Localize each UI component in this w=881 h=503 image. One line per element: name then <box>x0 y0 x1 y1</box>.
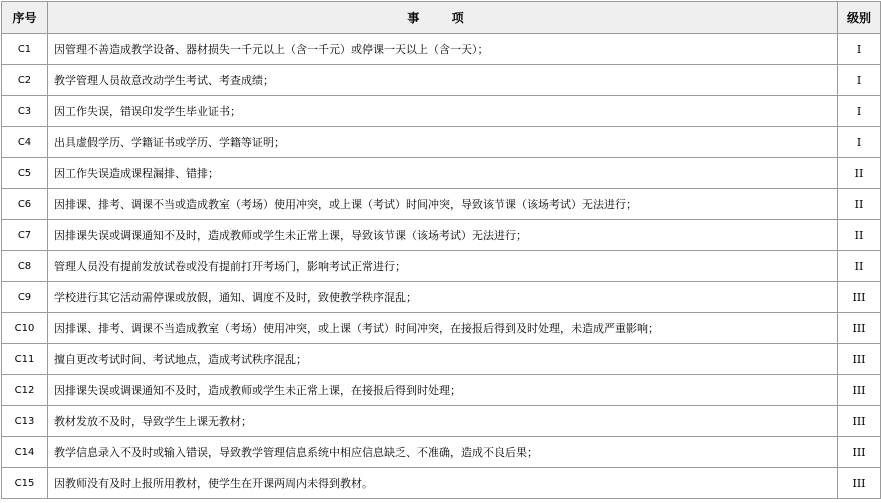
row-level: III <box>838 282 881 313</box>
row-id: C2 <box>2 65 48 96</box>
row-id: C12 <box>2 375 48 406</box>
row-level: II <box>838 158 881 189</box>
row-level: II <box>838 220 881 251</box>
table-row <box>2 127 881 158</box>
table-row <box>2 437 881 468</box>
header-row <box>2 2 881 34</box>
row-id: C3 <box>2 96 48 127</box>
row-description: 因教师没有及时上报所用教材，使学生在开课两周内未得到教材。 <box>48 468 838 499</box>
table-row <box>2 220 881 251</box>
row-description: 因排课、排考、调课不当或造成教室（考场）使用冲突，或上课（考试）时间冲突，导致该节课（该场考试）无法进行； <box>48 189 838 220</box>
row-level: I <box>838 65 881 96</box>
row-description: 因排课失误或调课通知不及时，造成教师或学生未正常上课，在接报后得到时处理； <box>48 375 838 406</box>
row-description: 因工作失误造成课程漏排、错排； <box>48 158 838 189</box>
row-description: 学校进行其它活动需停课或放假，通知、调度不及时，致使教学秩序混乱； <box>48 282 838 313</box>
header-level: 级别 <box>838 2 881 34</box>
row-level: I <box>838 127 881 158</box>
row-id: C11 <box>2 344 48 375</box>
row-description: 教学信息录入不及时或输入错误，导致教学管理信息系统中相应信息缺乏、不准确，造成不良后果； <box>48 437 838 468</box>
row-description: 教学管理人员故意改动学生考试、考查成绩； <box>48 65 838 96</box>
row-level: III <box>838 375 881 406</box>
row-id: C13 <box>2 406 48 437</box>
row-level: I <box>838 96 881 127</box>
row-level: II <box>838 251 881 282</box>
row-description: 因工作失误，错误印发学生毕业证书； <box>48 96 838 127</box>
incident-table <box>1 1 881 499</box>
row-id: C4 <box>2 127 48 158</box>
table-row <box>2 313 881 344</box>
table-body <box>2 34 881 499</box>
row-description: 擅自更改考试时间、考试地点，造成考试秩序混乱； <box>48 344 838 375</box>
header-item: 事 项 <box>48 2 838 34</box>
row-description: 教材发放不及时，导致学生上课无教材； <box>48 406 838 437</box>
table-row <box>2 189 881 220</box>
table-row <box>2 96 881 127</box>
header-index: 序号 <box>2 2 48 34</box>
row-id: C10 <box>2 313 48 344</box>
row-id: C6 <box>2 189 48 220</box>
row-id: C15 <box>2 468 48 499</box>
table-row <box>2 406 881 437</box>
row-level: II <box>838 189 881 220</box>
table-row <box>2 282 881 313</box>
row-description: 因排课、排考、调课不当造成教室（考场）使用冲突，或上课（考试）时间冲突，在接报后得到及时处理，未造成严重影响； <box>48 313 838 344</box>
table-row <box>2 158 881 189</box>
table-row <box>2 65 881 96</box>
row-description: 出具虚假学历、学籍证书或学历、学籍等证明； <box>48 127 838 158</box>
row-description: 因管理不善造成教学设备、器材损失一千元以上（含一千元）或停课一天以上（含一天）； <box>48 34 838 65</box>
row-id: C14 <box>2 437 48 468</box>
row-level: I <box>838 34 881 65</box>
row-level: III <box>838 437 881 468</box>
table-row <box>2 468 881 499</box>
table-row <box>2 375 881 406</box>
table-row <box>2 34 881 65</box>
row-id: C5 <box>2 158 48 189</box>
row-description: 管理人员没有提前发放试卷或没有提前打开考场门，影响考试正常进行； <box>48 251 838 282</box>
row-id: C1 <box>2 34 48 65</box>
row-description: 因排课失误或调课通知不及时，造成教师或学生未正常上课，导致该节课（该场考试）无法进行； <box>48 220 838 251</box>
row-level: III <box>838 406 881 437</box>
row-level: III <box>838 468 881 499</box>
table-row <box>2 251 881 282</box>
row-id: C9 <box>2 282 48 313</box>
row-level: III <box>838 313 881 344</box>
row-id: C8 <box>2 251 48 282</box>
row-id: C7 <box>2 220 48 251</box>
row-level: III <box>838 344 881 375</box>
table-row <box>2 344 881 375</box>
